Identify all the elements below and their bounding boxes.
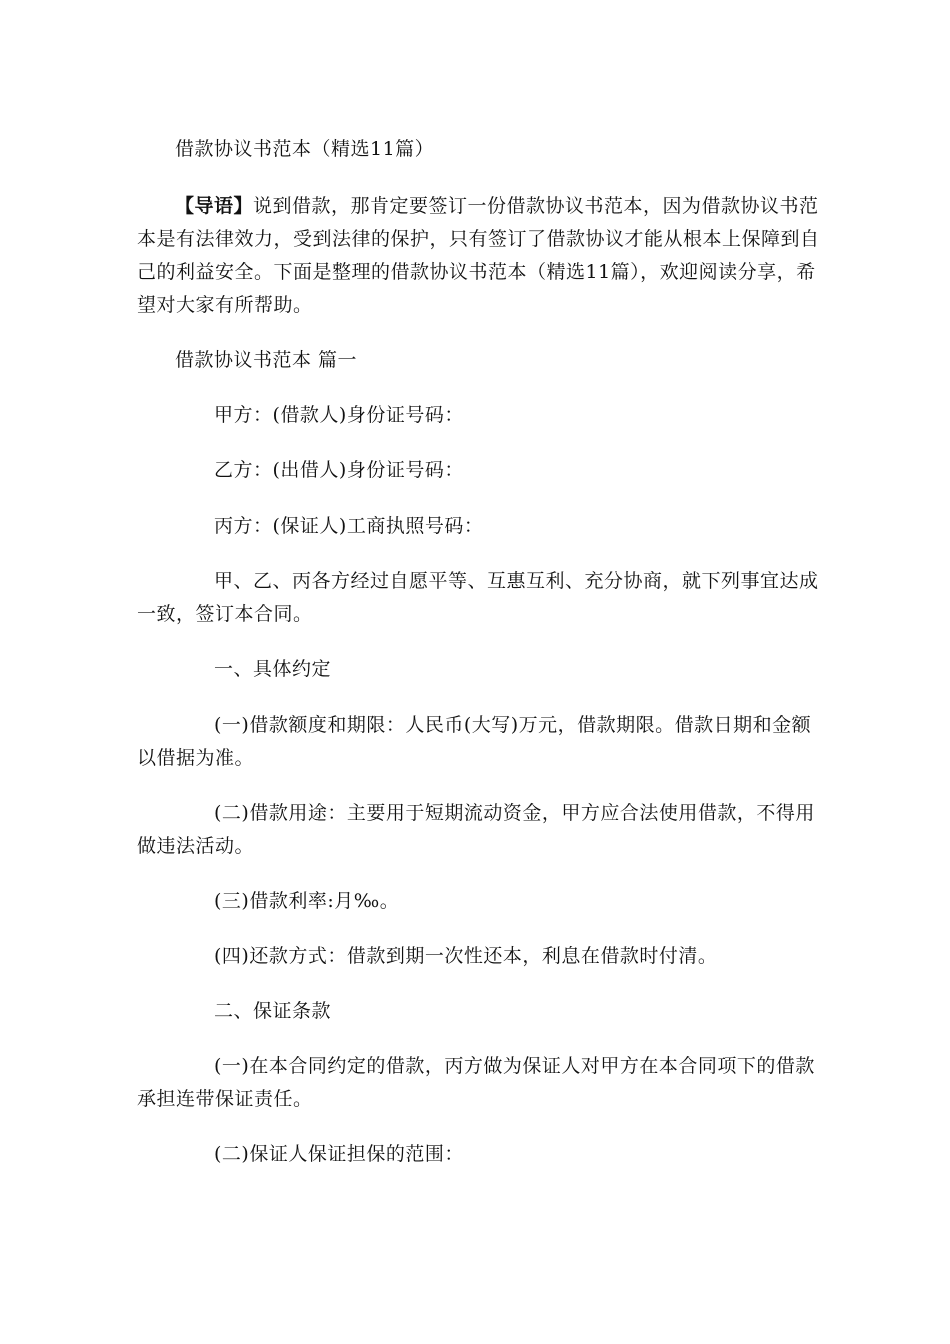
intro-line-1 xyxy=(175,193,819,219)
item-1-1-line-2: 以借据为准。 xyxy=(137,747,255,769)
intro-line-4: 望对大家有所帮助。 xyxy=(137,294,313,316)
document-title: 借款协议书范本（精选11篇） xyxy=(175,138,435,160)
item-1-2-line-2: 做违法活动。 xyxy=(137,835,255,857)
party-b: 乙方：(出借人)身份证号码： xyxy=(214,459,464,481)
party-c: 丙方：(保证人)工商执照号码： xyxy=(214,515,484,537)
intro-line-3: 己的利益安全。下面是整理的借款协议书范本（精选11篇），欢迎阅读分享，希 xyxy=(137,261,816,283)
item-2-1-line-2: 承担连带保证责任。 xyxy=(137,1088,313,1110)
agreement-line-1: 甲、乙、丙各方经过自愿平等、互惠互利、充分协商，就下列事宜达成 xyxy=(214,570,819,592)
section-title: 借款协议书范本 篇一 xyxy=(175,349,358,371)
intro-prefix: 【导语】 xyxy=(175,195,254,217)
item-1-2-line-1: (二)借款用途：主要用于短期流动资金，甲方应合法使用借款，不得用 xyxy=(214,802,815,824)
item-2-2: (二)保证人保证担保的范围： xyxy=(214,1143,464,1165)
heading-guarantee-terms: 二、保证条款 xyxy=(214,1000,332,1022)
heading-specific-terms: 一、具体约定 xyxy=(214,658,332,680)
item-1-4: (四)还款方式：借款到期一次性还本，利息在借款时付清。 xyxy=(214,945,718,967)
item-2-1-line-1: (一)在本合同约定的借款，丙方做为保证人对甲方在本合同项下的借款 xyxy=(214,1055,815,1077)
intro-text-1: 说到借款，那肯定要签订一份借款协议书范本，因为借款协议书范 xyxy=(253,195,819,217)
item-1-3: (三)借款利率:月‰。 xyxy=(214,890,400,912)
intro-line-2: 本是有法律效力，受到法律的保护，只有签订了借款协议才能从根本上保障到自 xyxy=(137,228,820,250)
party-a: 甲方：(借款人)身份证号码： xyxy=(214,404,464,426)
item-1-1-line-1: (一)借款额度和期限：人民币(大写)万元，借款期限。借款日期和金额 xyxy=(214,714,812,736)
agreement-line-2: 一致，签订本合同。 xyxy=(137,603,313,625)
